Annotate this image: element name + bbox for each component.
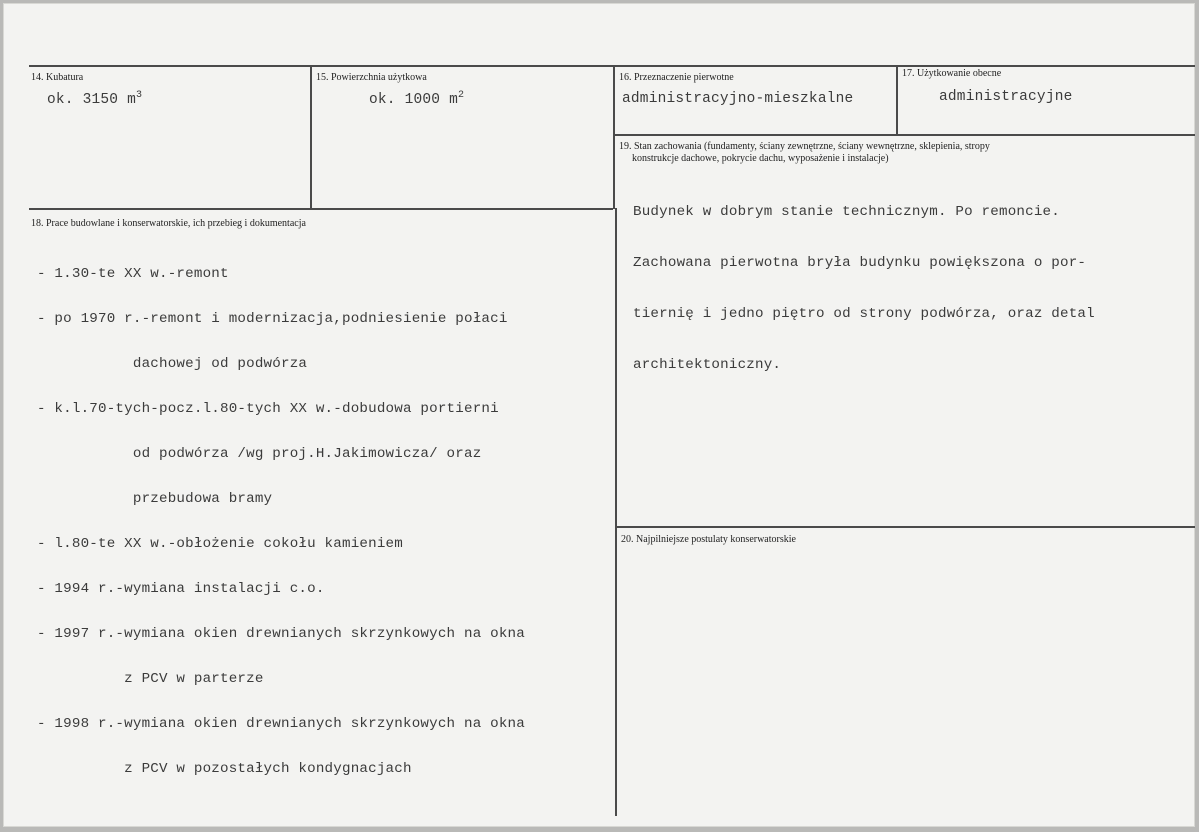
field-18-entry: z PCV w pozostałych kondygnacjach xyxy=(37,761,412,777)
field-14-label: 14. Kubatura xyxy=(31,72,84,83)
field-14-value-text: ok. 3150 m xyxy=(47,92,137,108)
field-16-label: 16. Przeznaczenie pierwotne xyxy=(619,72,734,83)
field-14-exponent: 3 xyxy=(136,90,143,102)
row-divider-14-15 xyxy=(29,208,613,210)
top-rule xyxy=(29,65,1195,67)
column-divider-16-17 xyxy=(896,65,898,135)
row-divider-16-17 xyxy=(614,134,1195,136)
field-19-label-line2: konstrukcje dachowe, pokrycie dachu, wyposażenie i instalacje) xyxy=(632,153,889,164)
field-18-entry: - 1998 r.-wymiana okien drewnianych skrzynkowych na okna xyxy=(37,716,525,732)
field-15-label: 15. Powierzchnia użytkowa xyxy=(316,72,427,83)
field-15-exponent: 2 xyxy=(458,90,465,102)
field-19-description xyxy=(633,170,1095,408)
field-17-value: administracyjne xyxy=(939,89,1073,105)
field-18-entry: - 1994 r.-wymiana instalacji c.o. xyxy=(37,581,325,597)
field-18-entry: - l.80-te XX w.-obłożenie cokołu kamieniem xyxy=(37,536,403,552)
field-15-value xyxy=(369,90,465,108)
field-14-value xyxy=(47,90,143,108)
field-18-label: 18. Prace budowlane i konserwatorskie, ich przebieg i dokumentacja xyxy=(31,218,306,229)
field-19-label-line1: 19. Stan zachowania (fundamenty, ściany zewnętrzne, ściany wewnętrzne, sklepienia, stropy xyxy=(619,141,990,152)
field-19-line: Zachowana pierwotna bryła budynku powiększona o por- xyxy=(633,255,1087,271)
row-divider-19-20 xyxy=(617,526,1195,528)
field-18-entry: przebudowa bramy xyxy=(37,491,273,507)
field-18-entry: - k.l.70-tych-pocz.l.80-tych XX w.-dobudowa portierni xyxy=(37,401,499,417)
field-18-entries xyxy=(37,237,525,807)
field-18-entry: - po 1970 r.-remont i modernizacja,podniesienie połaci xyxy=(37,311,508,327)
record-card xyxy=(3,3,1195,827)
column-divider-main-lower xyxy=(615,208,617,816)
field-18-entry: - 1997 r.-wymiana okien drewnianych skrzynkowych na okna xyxy=(37,626,525,642)
field-18-entry: z PCV w parterze xyxy=(37,671,264,687)
field-19-line: Budynek w dobrym stanie technicznym. Po remoncie. xyxy=(633,204,1060,220)
field-19-line: architektoniczny. xyxy=(633,357,782,373)
field-18-entry: - 1.30-te XX w.-remont xyxy=(37,266,229,282)
field-16-value: administracyjno-mieszkalne xyxy=(622,91,854,107)
column-divider-14-15 xyxy=(310,65,312,209)
field-18-entry: dachowej od podwórza xyxy=(37,356,308,372)
field-19-line: tiernię i jedno piętro od strony podwórza, oraz detal xyxy=(633,306,1095,322)
field-17-label: 17. Użytkowanie obecne xyxy=(902,68,1002,79)
field-18-entry: od podwórza /wg proj.H.Jakimowicza/ oraz xyxy=(37,446,482,462)
field-20-label: 20. Najpilniejsze postulaty konserwatorskie xyxy=(621,534,796,545)
column-divider-main xyxy=(613,65,615,209)
field-15-value-text: ok. 1000 m xyxy=(369,92,459,108)
